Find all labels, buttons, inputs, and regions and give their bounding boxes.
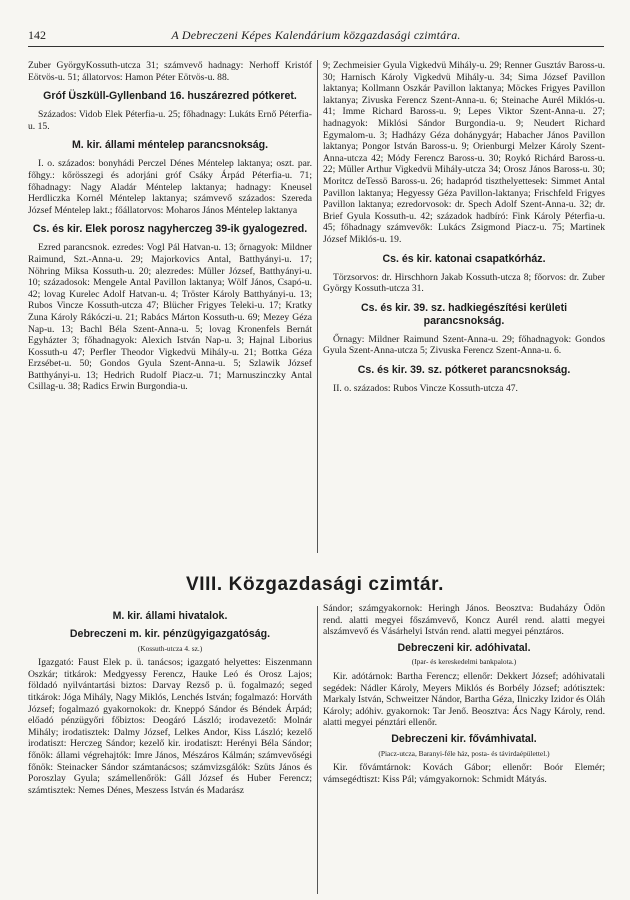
office-heading: Debreczeni kir. adóhivatal. bbox=[397, 641, 531, 654]
section-heading: M. kir. állami méntelep parancsnokság. bbox=[71, 139, 269, 152]
office-address: (Kossuth-utcza 4. sz.) bbox=[137, 643, 203, 653]
office-text: Kir. fővámtárnok: Kovách Gábor; ellenőr: Boór Elemér; vámsegédtiszt: Kiss Pál; vámgyakornok: Schmidt Mátyás. bbox=[323, 762, 605, 785]
section-text: Őrnagy: Mildner Raimund Szent-Anna-u. 29; főhadnagyok: Gondos Gyula Szent-Anna-utcza 5; Zivuska Ferencz Szent-Anna-u. 6. bbox=[323, 333, 605, 357]
section-text: II. o. százados: Rubos Vincze Kossuth-utcza 47. bbox=[333, 382, 518, 394]
office-address: (Ipar- és kereskedelmi bankpalota.) bbox=[411, 657, 517, 667]
section-heading: Cs. és kir. 39. sz. hadkiegészítési kerületi parancsnokság. bbox=[360, 301, 568, 327]
section-heading: Cs. és kir. Elek porosz nagyherczeg 39-ik gyalogezred. bbox=[32, 223, 308, 236]
running-title: A Debreczeni Képes Kalendárium közgazdasági czimtára. bbox=[171, 28, 461, 42]
office-heading: Debreczeni m. kir. pénzügyigazgatóság. bbox=[69, 628, 271, 640]
section-heading: Gróf Üszküll-Gyllenband 16. huszárezred pótkeret. bbox=[43, 90, 297, 103]
office-text: Kir. adótárnok: Bartha Ferencz; ellenőr: Dekkert József; adóhivatali segédek: Nádler Károly, Meyers Miklós és Borbély József; adótisztek: Markaly István, Schweitzer Nándor, Bartha Géza, Ilniczky Izidor és Oláh Károly; adóhiv. gyakornok: Tar Jenő. Beosztva: Ács Nagy Károly, rend. alatti megyei pénztári ellenőr. bbox=[323, 670, 605, 729]
continued-entry: 9; Zechmeisier Gyula Vigkedvü Mihály-u. 29; Renner Gusztáv Baross-u. 30; Harnisch Károly Vigkedvü Mihály-u. 34; Sima József Pavillon laktanya; Kollmann Oszkár Pavillon laktanya; Möckes Frigyes Pavillon laktanya; Zivuska Ferencz Szent-Anna-u. 6; Steinache Aurél Miklós-u. 41; Imme Richard Baross-u. 9; Lepes Viktor Szent-Anna-u. 27; hadnagyok: Miklósi Sándor Burgondia-u. 9; Neudert Richard Egymalom-u. 3; Hadházy Géza dohánygyár; Habacher János Pavillon laktanya; Pongor István Baross-u. 9; Orienburgi Melzer Károly Szent-Anna-utcza 42; Módy Ferencz Baross-u. 30; Roykó Richárd Baross-u. 22; Müller Arthur Vigkedvü Mihály-utcza 34; Orosz János Baross-u. 30; Moritcz deTessö Baross-u. 26; hadapród tiszthelyettesek: Simmet Antal Pavillon laktanya; Hegyessy Géza Pavillon-laktanya; Frischfeld Frigyes Pavillon laktanya; ezredorvosok: dr. Spech Adolf Szent-Anna-u. 32; dr. Brief Gyula Kossuth-u. 42; századok hadbíró: Fink Károly Péterfia-u. 45; főhadnagy számvevők: Lukács Zsigmond Piacz-u. 75; Martinek József Miklós-u. 19. bbox=[323, 60, 605, 245]
right-column-bottom bbox=[323, 603, 605, 788]
right-column-top bbox=[323, 60, 605, 397]
office-address: (Piacz-utcza, Baranyi-féle ház, posta- és távirdaépülettel.) bbox=[378, 748, 550, 758]
chapter-title: VIII. Közgazdasági czimtár. bbox=[186, 574, 444, 595]
left-column-top bbox=[28, 60, 312, 396]
section-heading: Cs. és kir. 39. sz. pótkeret parancsnokság. bbox=[357, 363, 571, 376]
office-heading: Debreczeni kir. fővámhivatal. bbox=[391, 732, 537, 745]
page-header bbox=[28, 26, 604, 47]
office-text: Igazgató: Faust Elek p. ü. tanácsos; igazgató helyettes: Eiszenmann Oszkár; titkárok: Medgyessy Ferencz, Hauke Leó és Orosz Lajos; földadó nyilvántartási biztos: Darvay Rezső p. ü. fogalmazó; seged titkárok: Jóga Mihály, Nagy Miklós, Lenchés István; fogalmazó: Horváth József; fogalmazó gyakornokok: dr. Kneppó Sándor és Béndek Árpád; előadó pénzügyőri főbiztos: Deogáró László; irodavezető: Molnár Mihály; irodatisztek: Dalmy József, Lelkes Andor, Kiss László; kezelő irodatiszt: Herczeg Sándor; kezelő kir. irodatiszt: Herényi Béla Sándor; főnök: állami végrehajtók: Imre János, Mészáros Kálmán; számvevőségi főnök: Steinacker Sándor számtanácsos; számvizsgálók: Szüts János és Poroszlay Gyula; számellenőrök: Gáll József és Huber Ferencz; számtisztek: Nemes Dénes, Meszess István és Madarász bbox=[28, 657, 312, 796]
column-divider bbox=[317, 606, 318, 894]
section-heading: Cs. és kir. katonai csapatkórház. bbox=[382, 252, 546, 265]
section-text: Törzsorvos: dr. Hirschhorn Jakab Kossuth-utcza 8; főorvos: dr. Zuber György Kossuth-utcza 31. bbox=[323, 271, 605, 295]
section-text: I. o. százados: bonyhádi Perczel Dénes Méntelep laktanya; oszt. par. főhgy.: kőrösszegi és adorjáni gróf Csáky Árpád Péterfia-u. 71; főhadnagy: Nagy Aladár Méntelep laktanya; hadnagy: Kneusel Herdliczka Kornél Méntelep laktanya; számvevő százados: Szereda József Méntelep lakt.; főállatorvos: Moharos János Méntelep laktanya bbox=[28, 158, 312, 216]
left-column-bottom bbox=[28, 603, 312, 799]
section-text: Százados: Vidob Elek Péterfia-u. 25; főhadnagy: Lukáts Ernő Péterfia-u. 15. bbox=[28, 109, 312, 132]
column-divider bbox=[317, 60, 318, 553]
page-number: 142 bbox=[28, 28, 46, 42]
section-text: Ezred parancsnok. ezredes: Vogl Pál Hatvan-u. 13; őrnagyok: Mildner Raimund, Szt.-Anna-u. 29; Majorkovics Antal, Batthyányi-u. 17; Nöhring Miksa Kossuth-u. 20; alezredes: Müller József, Batthyányi-u. 10; századosok: Mengele Antal Pavillon laktanya; Wölf János, Csapó-u. 42; lovag Kurelec Adolf Hatvan-u. 4; Tröster Károly Batthyányi-u. 13; Rubos Vincze Kossuth-utcza 47; Blücher Frigyes Teleki-u. 17; Kratky Zuna Károly Rákóczi-u. 21; Rabács Márton Kossuth-u. 69; Mezey Géza Nap-u. 13; Bachl Béla Szent-Anna-u. 5; lovag Kronenfels Bernát Egyházter 3; főhadnagyok: Alexich István Nap-u. 3; Hajnal Liborius Kossuth-u 47; Perfler Theodor Vigkedvü Mihály-u. 21; Bottka Géza Erzsébet-u. 50; Gondos Gyula Szent-Anna-u. 5; Szlawik József Batthyányi-u. 13; Hedrich Rudolf Piacz-u. 71; Marnuszinczky Antal Csillag-u. 38; Radics Erwin Burgondia-u. bbox=[28, 242, 312, 393]
continued-entry: Sándor; számgyakornok: Heringh János. Beosztva: Budaházy Ödön rend. alatti megyei főszámvevő, Koncz Aurél rend. alatti megyei alszámvevő és Vásárhelyi István rend. alatti megyei pénztáros. bbox=[323, 603, 605, 638]
continued-entry: Zuber GyörgyKossuth-utcza 31; számvevő hadnagy: Nerhoff Kristóf Eötvös-u. 51; állatorvos: Hamon Péter Eötvös-u. 88. bbox=[28, 60, 312, 83]
main-section-heading: M. kir. állami hivatalok. bbox=[112, 610, 228, 622]
